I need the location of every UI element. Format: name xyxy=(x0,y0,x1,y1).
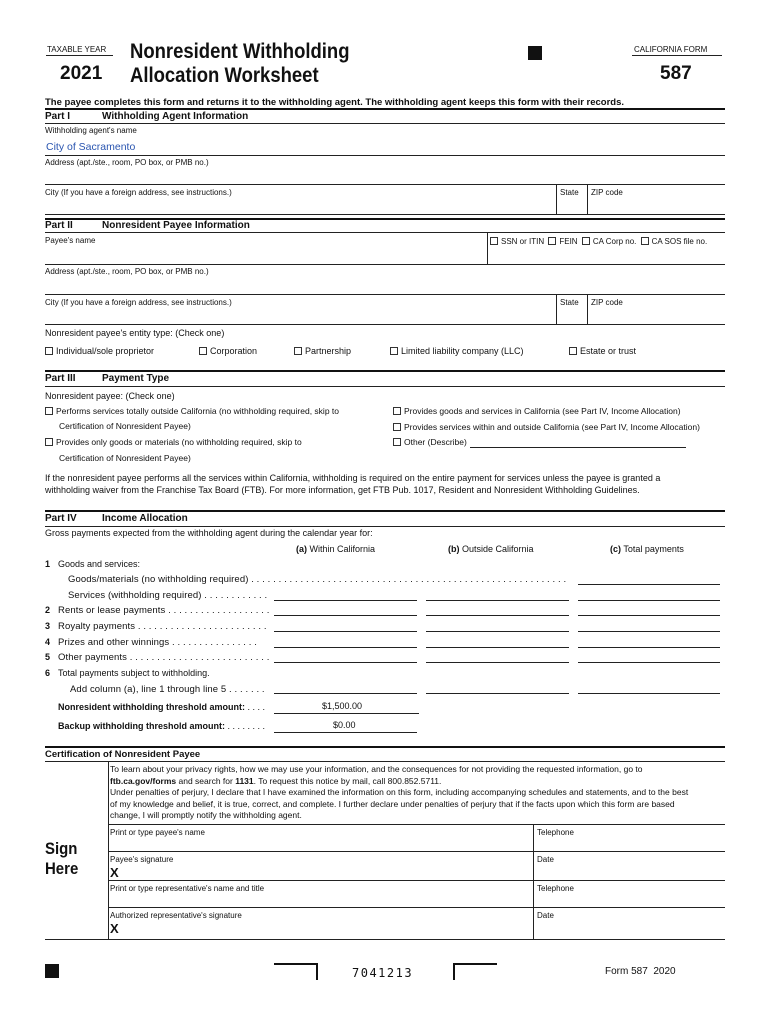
divider xyxy=(45,294,725,295)
line5-col-b-field[interactable] xyxy=(426,662,569,663)
line-label: Other payments . . . . . . . . . . . . . . . . . . . . . . . . . . xyxy=(58,652,270,663)
form-code: 7041213 xyxy=(352,966,414,980)
line-label: Goods and services: xyxy=(58,559,141,569)
entity-estate xyxy=(569,346,636,356)
backup-row xyxy=(58,721,265,731)
payee-city-label: City (If you have a foreign address, see instructions.) xyxy=(45,298,232,307)
line4-col-c-field[interactable] xyxy=(578,647,720,648)
option-text: Provides services within and outside California (see Part IV, Income Allocation) xyxy=(404,422,700,432)
line2-col-a-field[interactable] xyxy=(274,615,417,616)
partnership-label: Partnership xyxy=(305,346,352,356)
line1b-col-a-field[interactable] xyxy=(274,600,417,601)
other-describe-field[interactable] xyxy=(470,447,686,448)
divider xyxy=(45,232,725,233)
perjury-text: Under penalties of perjury, I declare that I have examined the information on this form, including accompanying schedules and statements, and to the best xyxy=(110,787,689,797)
entity-type-label: Nonresident payee's entity type: (Check one) xyxy=(45,328,225,338)
agent-name-field[interactable]: City of Sacramento xyxy=(46,141,136,153)
entity-partnership xyxy=(294,346,351,356)
privacy-text xyxy=(110,776,688,788)
divider xyxy=(45,214,725,215)
line-label: Goods/materials (no withholding required) . . . . . . . . . . . . . . . . . . . . . . . . . . . . . . . . . . . . . . . . . . . . . . . . . . . . . . . . . . xyxy=(68,574,567,585)
divider xyxy=(587,294,588,324)
column-title: Total payments xyxy=(623,544,684,554)
divider xyxy=(556,294,557,324)
agent-zip-label: ZIP code xyxy=(591,188,623,197)
rep-telephone-label: Telephone xyxy=(537,884,574,893)
goods-services-ca-checkbox[interactable] xyxy=(393,407,401,415)
divider xyxy=(45,264,725,265)
tax-year: 2021 xyxy=(60,63,103,84)
payee-zip-label: ZIP code xyxy=(591,298,623,307)
divider xyxy=(45,939,725,940)
payment-check-one: Nonresident payee: (Check one) xyxy=(45,391,175,401)
option-text: Certification of Nonresident Payee) xyxy=(59,453,191,463)
agent-city-label: City (If you have a foreign address, see instructions.) xyxy=(45,188,232,197)
column-letter: (c) xyxy=(610,544,621,554)
form-title xyxy=(130,40,350,88)
rep-name-label: Print or type representative's name and title xyxy=(110,884,265,893)
line-number: 5 xyxy=(45,652,51,662)
line1a-total-field[interactable] xyxy=(578,584,720,585)
ca-sos-label: CA SOS file no. xyxy=(651,237,708,246)
services-within-outside-checkbox[interactable] xyxy=(393,423,401,431)
rep-date-field[interactable] xyxy=(537,922,722,934)
line1b-col-c-field[interactable] xyxy=(578,600,720,601)
line-label: Total payments subject to withholding. xyxy=(58,668,210,678)
option-text: Provides only goods or materials (no withholding required, skip to xyxy=(56,437,302,447)
payee-print-name-label: Print or type payee's name xyxy=(110,828,205,837)
backup-underline xyxy=(274,732,417,733)
line-number: 3 xyxy=(45,621,51,631)
option-other xyxy=(393,437,467,447)
individual-label: Individual/sole proprietor xyxy=(56,346,155,356)
column-a-header xyxy=(296,544,375,554)
privacy-number: 1131 xyxy=(235,775,254,786)
estate-label: Estate or trust xyxy=(580,346,637,356)
part4-title: Income Allocation xyxy=(102,513,188,524)
entity-llc xyxy=(390,346,524,356)
part3-title: Payment Type xyxy=(102,373,170,384)
payee-id-type xyxy=(490,237,707,246)
threshold-underline xyxy=(274,713,419,714)
line-number: 4 xyxy=(45,637,51,647)
line3-col-b-field[interactable] xyxy=(426,631,569,632)
ca-corp-label: CA Corp no. xyxy=(592,237,637,246)
fein-checkbox[interactable] xyxy=(548,237,556,245)
agent-address-label: Address (apt./ste., room, PO box, or PMB no.) xyxy=(45,158,209,167)
line4-col-b-field[interactable] xyxy=(426,647,569,648)
corner-mark xyxy=(453,963,497,980)
registration-mark xyxy=(528,46,542,60)
perjury-text: change, I will promptly notify the withholding agent. xyxy=(110,810,302,820)
other-checkbox[interactable] xyxy=(393,438,401,446)
agent-state-label: State xyxy=(560,188,579,197)
line6-col-a-field[interactable] xyxy=(274,693,417,694)
divider xyxy=(45,184,725,185)
agent-address-field[interactable] xyxy=(46,170,716,182)
ca-corp-checkbox[interactable] xyxy=(582,237,590,245)
certification-text xyxy=(110,764,688,822)
agent-name-label: Withholding agent's name xyxy=(45,126,137,135)
line-number: 2 xyxy=(45,605,51,615)
option-goods-services-ca xyxy=(393,406,681,416)
rep-signature-field[interactable] xyxy=(125,921,530,935)
option-text: Performs services totally outside California (no withholding required, skip to xyxy=(56,406,339,416)
corporation-label: Corporation xyxy=(210,346,258,356)
line-label: Rents or lease payments . . . . . . . . . . . . . . . . . . . xyxy=(58,605,270,616)
option-services-within-outside xyxy=(393,422,700,432)
column-b-header xyxy=(448,544,534,554)
line-label: Royalty payments . . . . . . . . . . . . . . . . . . . . . . . . xyxy=(58,621,267,632)
line-number: 6 xyxy=(45,668,51,678)
part1-label: Part I xyxy=(45,111,71,122)
threshold-label: Nonresident withholding threshold amount: xyxy=(58,702,245,712)
taxable-year-label: TAXABLE YEAR xyxy=(47,45,107,54)
divider xyxy=(45,526,725,527)
individual-checkbox[interactable] xyxy=(45,347,53,355)
rep-name-field[interactable] xyxy=(110,894,530,906)
divider xyxy=(533,824,534,939)
payee-address-label: Address (apt./ste., room, PO box, or PMB no.) xyxy=(45,267,209,276)
divider xyxy=(45,155,725,156)
form-title-line1: Nonresident Withholding xyxy=(130,40,350,63)
goods-only-checkbox[interactable] xyxy=(45,438,53,446)
part1-title: Withholding Agent Information xyxy=(102,111,249,122)
note-line: withholding waiver from the Franchise Tax Board (FTB). For more information, get FTB Pub. 1017, Resident and Nonresident Withholding Guidelines. xyxy=(45,485,640,495)
divider xyxy=(556,184,557,214)
backup-label: Backup withholding threshold amount: xyxy=(58,721,225,731)
dot-leader: . . . . . . . . xyxy=(227,721,266,731)
line4-col-a-field[interactable] xyxy=(274,647,417,648)
income-intro: Gross payments expected from the withholding agent during the calendar year for: xyxy=(45,528,373,538)
form-number: 587 xyxy=(660,63,692,84)
telephone-label: Telephone xyxy=(537,828,574,837)
option-text: Other (Describe) xyxy=(404,437,467,447)
instructions: The payee completes this form and returns it to the withholding agent. The withholding agent keeps this form with their records. xyxy=(45,97,625,108)
part2-label: Part II xyxy=(45,220,73,231)
option-text: Certification of Nonresident Payee) xyxy=(59,421,191,431)
sign-here-label xyxy=(45,839,78,879)
ssn-label: SSN or ITIN xyxy=(501,237,545,246)
line6-col-b-field[interactable] xyxy=(426,693,569,694)
rep-date-label: Date xyxy=(537,911,554,920)
part2-title: Nonresident Payee Information xyxy=(102,220,250,231)
signature-x-mark: X xyxy=(110,921,119,936)
fein-label: FEIN xyxy=(559,237,578,246)
line6-col-c-field[interactable] xyxy=(578,693,720,694)
payee-state-label: State xyxy=(560,298,579,307)
payee-date-field[interactable] xyxy=(537,866,722,878)
section-rule xyxy=(45,746,725,748)
payee-signature-field[interactable] xyxy=(125,865,530,879)
dot-leader: . . . . xyxy=(247,702,266,712)
line3-col-c-field[interactable] xyxy=(578,631,720,632)
registration-mark xyxy=(45,964,59,978)
llc-checkbox[interactable] xyxy=(390,347,398,355)
signature-x-mark: X xyxy=(110,865,119,880)
line-number: 1 xyxy=(45,559,51,569)
corner-mark xyxy=(274,963,318,980)
rep-telephone-field[interactable] xyxy=(537,894,722,906)
threshold-row xyxy=(58,702,265,712)
part3-label: Part III xyxy=(45,373,76,384)
payee-print-name-field[interactable] xyxy=(110,838,530,850)
divider xyxy=(108,851,725,852)
services-note xyxy=(45,472,660,496)
section-rule xyxy=(45,370,725,372)
california-form-label: CALIFORNIA FORM xyxy=(634,45,708,54)
perjury-text: of my knowledge and belief, it is true, correct, and complete. I further declare under penalties of perjury that if the facts upon which this form are based xyxy=(110,798,675,809)
divider xyxy=(108,880,725,881)
divider xyxy=(587,184,588,214)
rep-signature-label: Authorized representative's signature xyxy=(110,911,242,920)
threshold-value: $1,500.00 xyxy=(322,701,363,711)
divider xyxy=(487,232,488,264)
partnership-checkbox[interactable] xyxy=(294,347,302,355)
certification-title: Certification of Nonresident Payee xyxy=(45,749,201,760)
here-word: Here xyxy=(45,859,79,878)
section-rule xyxy=(45,108,725,110)
divider xyxy=(45,123,725,124)
line2-col-b-field[interactable] xyxy=(426,615,569,616)
line2-col-c-field[interactable] xyxy=(578,615,720,616)
divider xyxy=(108,761,109,939)
column-title: Within California xyxy=(309,544,376,554)
payee-name-label: Payee's name xyxy=(45,236,96,245)
divider xyxy=(46,55,113,56)
ca-sos-checkbox[interactable] xyxy=(641,237,649,245)
divider xyxy=(45,386,725,387)
line-label: Add column (a), line 1 through line 5 . . . . . . . xyxy=(70,684,265,695)
note-line: If the nonresident payee performs all the services within California, withholding is required on the entire payment for services unless the payee is granted a xyxy=(45,473,661,483)
divider xyxy=(108,824,725,825)
part4-label: Part IV xyxy=(45,513,77,524)
line-label: Prizes and other winnings . . . . . . . . . . . . . . . . xyxy=(58,637,257,648)
divider xyxy=(108,907,725,908)
line5-col-a-field[interactable] xyxy=(274,662,417,663)
line-label: Services (withholding required) . . . . . . . . . . . . xyxy=(68,590,268,601)
line1b-col-b-field[interactable] xyxy=(426,600,569,601)
sign-word: Sign xyxy=(45,839,78,858)
payee-telephone-field[interactable] xyxy=(537,838,722,850)
estate-checkbox[interactable] xyxy=(569,347,577,355)
divider xyxy=(632,55,722,56)
privacy-text: and search for xyxy=(176,775,236,786)
column-letter: (a) xyxy=(296,544,307,554)
ssn-checkbox[interactable] xyxy=(490,237,498,245)
form-title-line2: Allocation Worksheet xyxy=(130,64,319,87)
payee-signature-label: Payee's signature xyxy=(110,855,174,864)
column-title: Outside California xyxy=(462,544,534,554)
date-label: Date xyxy=(537,855,554,864)
option-goods-only xyxy=(45,437,302,447)
line5-col-c-field[interactable] xyxy=(578,662,720,663)
privacy-text: To learn about your privacy rights, how we may use your information, and the consequences for not providing the requested information, go to xyxy=(110,764,643,774)
column-c-header xyxy=(610,544,684,554)
entity-individual xyxy=(45,346,154,356)
option-services-outside xyxy=(45,406,339,416)
line3-col-a-field[interactable] xyxy=(274,631,417,632)
services-outside-checkbox[interactable] xyxy=(45,407,53,415)
form-reference: Form 587 2020 xyxy=(605,966,676,977)
privacy-text: . To request this notice by mail, call 800.852.5711. xyxy=(253,775,442,786)
entity-corporation xyxy=(199,346,257,356)
llc-label: Limited liability company (LLC) xyxy=(401,346,524,356)
divider xyxy=(45,324,725,325)
divider xyxy=(45,761,725,762)
corporation-checkbox[interactable] xyxy=(199,347,207,355)
column-letter: (b) xyxy=(448,544,460,554)
section-rule xyxy=(45,510,725,512)
ftb-forms-link[interactable]: ftb.ca.gov/forms xyxy=(110,775,177,786)
backup-value: $0.00 xyxy=(333,720,356,730)
option-text: Provides goods and services in California (see Part IV, Income Allocation) xyxy=(404,406,681,416)
